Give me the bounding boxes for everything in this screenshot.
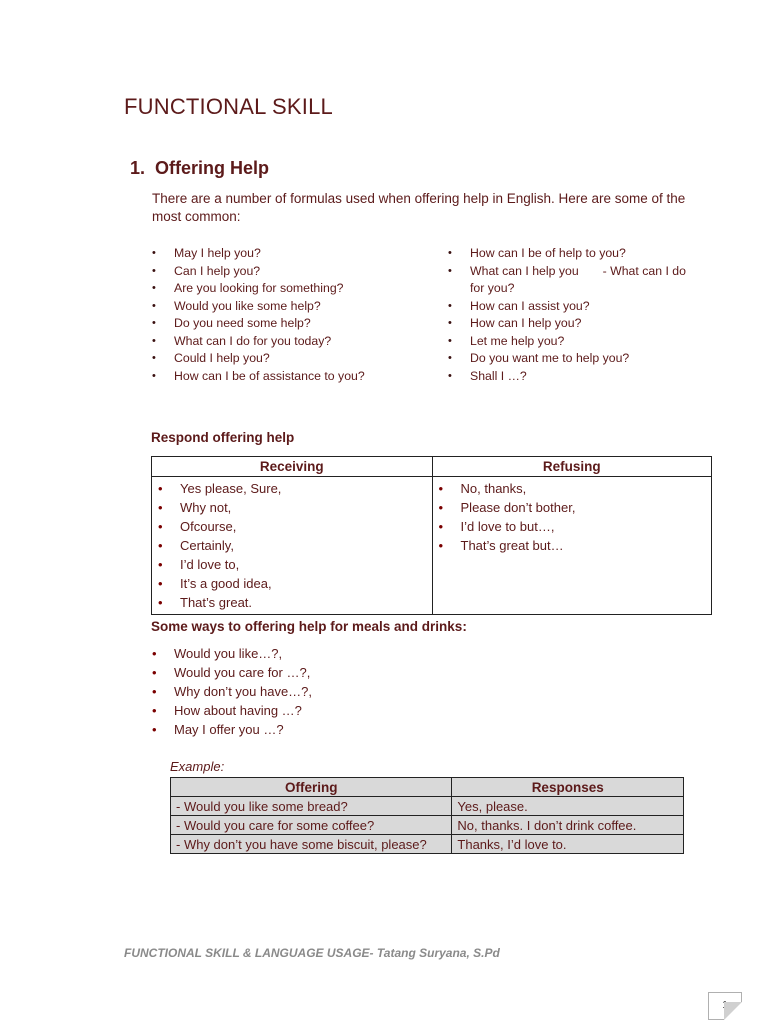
list-item: • Yes please, Sure, [152, 479, 432, 498]
list-item: • Do you need some help? [152, 315, 432, 333]
list-item: • Would you like…?, [152, 644, 312, 663]
response-cell: No, thanks. I don’t drink coffee. [452, 816, 684, 835]
list-item: • Are you looking for something? [152, 280, 432, 298]
list-item: • It’s a good idea, [152, 574, 432, 593]
refusing-cell [432, 477, 711, 615]
offering-cell: - Why don’t you have some biscuit, please? [171, 835, 452, 854]
section-heading [130, 158, 269, 179]
response-cell: Yes, please. [452, 797, 684, 816]
offering-phrases-right [448, 245, 698, 385]
list-item: • Why don’t you have…?, [152, 682, 312, 701]
document-title: FUNCTIONAL SKILL [124, 94, 333, 119]
list-item: • Let me help you? [448, 333, 698, 351]
list-item: • Please don’t bother, [433, 498, 711, 517]
page-footer: FUNCTIONAL SKILL & LANGUAGE USAGE- Tatang Suryana, S.Pd [124, 946, 500, 960]
intro-paragraph: There are a number of formulas used when offering help in English. Here are some of the most common: [152, 191, 686, 224]
offering-header: Offering [171, 778, 452, 797]
offering-cell: - Would you care for some coffee? [171, 816, 452, 835]
list-item: • Ofcourse, [152, 517, 432, 536]
list-item: • How can I be of assistance to you? [152, 368, 432, 386]
page-number: 1 [722, 1000, 728, 1011]
list-item: • Would you care for …?, [152, 663, 312, 682]
receiving-cell [152, 477, 433, 615]
list-item: • No, thanks, [433, 479, 711, 498]
list-item: • What can I do for you today? [152, 333, 432, 351]
list-item: • May I help you? [152, 245, 432, 263]
list-item: • Could I help you? [152, 350, 432, 368]
offering-cell: - Would you like some bread? [171, 797, 452, 816]
meals-list [152, 644, 312, 739]
section-number: 1. [130, 158, 146, 178]
list-item: • That’s great. [152, 593, 432, 612]
respond-table [151, 456, 712, 615]
list-item: • Do you want me to help you? [448, 350, 698, 368]
list-item: • How about having …? [152, 701, 312, 720]
section-title: Offering Help [155, 158, 270, 178]
page-number-badge [708, 992, 742, 1020]
table-row [171, 797, 684, 816]
response-cell: Thanks, I’d love to. [452, 835, 684, 854]
refusing-header: Refusing [432, 457, 711, 477]
table-row [171, 816, 684, 835]
example-label: Example: [170, 759, 225, 774]
receiving-header: Receiving [152, 457, 433, 477]
list-item: • How can I assist you? [448, 298, 698, 316]
offering-phrases-left [152, 245, 432, 385]
table-row [171, 835, 684, 854]
list-item: • Certainly, [152, 536, 432, 555]
example-table [170, 777, 684, 854]
list-item: • Would you like some help? [152, 298, 432, 316]
responses-header: Responses [452, 778, 684, 797]
list-item: • Can I help you? [152, 263, 432, 281]
list-item: • How can I help you? [448, 315, 698, 333]
list-item: • I’d love to but…, [433, 517, 711, 536]
list-item: • What can I help you - What can I do for you? [448, 263, 698, 298]
list-item: • How can I be of help to you? [448, 245, 698, 263]
list-item: • That’s great but… [433, 536, 711, 555]
list-item: • Shall I …? [448, 368, 698, 386]
list-item: • I’d love to, [152, 555, 432, 574]
respond-heading: Respond offering help [151, 430, 295, 445]
list-item: • May I offer you …? [152, 720, 312, 739]
list-item: • Why not, [152, 498, 432, 517]
meals-heading: Some ways to offering help for meals and drinks: [151, 619, 467, 634]
